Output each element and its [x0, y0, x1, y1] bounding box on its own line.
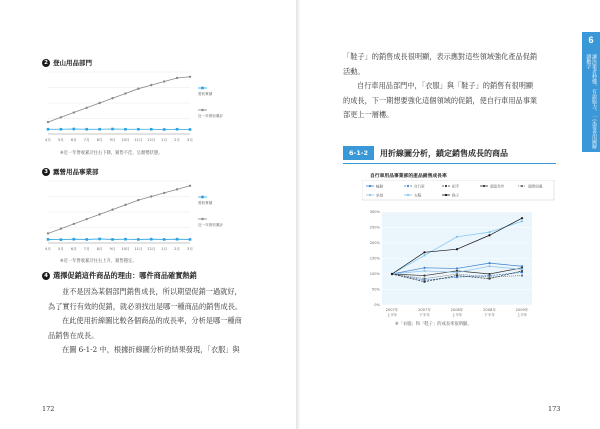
paragraph: 在圖 6-1-2 中，根據折線圖分析的結果發現，「衣服」與: [62, 345, 240, 354]
paragraph: 活動。: [343, 66, 365, 76]
x-tick-label: 12月: [147, 138, 156, 142]
data-point: [111, 238, 114, 241]
data-point: [423, 270, 425, 272]
series-line: [48, 186, 190, 234]
data-point: [124, 128, 127, 131]
left-page: [0, 0, 296, 429]
data-point: [73, 111, 75, 113]
chapter-tab: [582, 32, 600, 152]
data-point: [137, 87, 139, 89]
data-point: [47, 238, 50, 241]
data-point: [98, 213, 100, 215]
data-point: [176, 238, 179, 241]
number-badge: 4: [42, 272, 50, 280]
data-point: [176, 77, 178, 79]
paragraph: 「鞋子」的銷售成長很明顯，表示應對這些領域強化產品促銷: [343, 52, 538, 61]
x-tick-label: 11月: [134, 247, 143, 251]
x-tick-label: 10月: [121, 247, 130, 251]
data-point: [98, 128, 101, 131]
legend-label: 輪胎: [376, 184, 384, 189]
legend-label: 坐墊: [376, 193, 384, 198]
paragraph: 品銷售在成長。: [48, 330, 99, 340]
data-point: [488, 265, 490, 267]
chart2-note: ※近一年營收累計往右上升，銷售穩定。: [60, 259, 137, 264]
chart1-heading: [42, 58, 92, 67]
chart1-heading-text: 登山用品部門: [53, 59, 92, 67]
data-point: [189, 185, 191, 187]
paragraph: 的成長，下一期想要強化這個領域的促銷，使自行車用品事業: [343, 95, 538, 105]
legend-label: 鞋子: [452, 193, 460, 198]
x-tick-label: 上半年: [451, 313, 463, 317]
data-point: [150, 84, 152, 86]
x-tick-label: 7月: [83, 247, 90, 251]
x-tick-label: 8月: [96, 138, 103, 142]
chart2-heading: [42, 167, 99, 176]
x-tick-label: 下半年: [419, 313, 430, 317]
page-number-right: 173: [548, 405, 561, 413]
legend-label: 頭燈周邊: [528, 184, 543, 189]
data-point: [137, 199, 139, 201]
series-line: [48, 239, 190, 240]
data-point: [488, 231, 490, 233]
left-body-text: [48, 285, 278, 358]
x-tick-label: 2008年: [450, 308, 464, 312]
data-point: [60, 238, 63, 241]
x-tick-label: 1月: [161, 138, 168, 142]
data-point: [73, 223, 75, 225]
camping-gear-line-chart: [42, 177, 232, 257]
data-point: [488, 234, 490, 236]
x-tick-label: 6月: [70, 138, 77, 142]
number-badge: 3: [42, 168, 50, 176]
x-tick-label: 上半年: [516, 313, 528, 317]
legend-marker: [201, 109, 203, 111]
legend-label: 自行車: [414, 184, 425, 189]
data-point: [85, 238, 88, 241]
data-point: [85, 128, 88, 131]
data-point: [189, 238, 192, 241]
data-point: [521, 268, 523, 270]
x-tick-label: 2007年: [418, 308, 431, 312]
legend-label: 把手: [452, 184, 460, 189]
x-tick-label: 4月: [45, 138, 51, 142]
data-point: [86, 218, 88, 220]
data-point: [137, 128, 140, 131]
data-point: [73, 238, 76, 241]
data-point: [456, 271, 458, 273]
y-tick-label: 0%: [374, 303, 380, 308]
data-point: [111, 128, 114, 131]
data-point: [189, 128, 192, 131]
legend-label: 衣服: [414, 193, 422, 198]
data-point: [423, 281, 425, 283]
data-point: [456, 267, 458, 269]
x-tick-label: 2007年: [385, 308, 399, 312]
legend-label: 營收實績: [198, 92, 213, 96]
x-tick-label: 3月: [187, 247, 193, 251]
x-tick-label: 5月: [57, 247, 64, 251]
page-number-left: 172: [42, 405, 55, 413]
y-tick-label: 50%: [372, 287, 380, 292]
growth-rate-line-chart: [362, 180, 562, 322]
section-tag: 6-1-2: [343, 146, 374, 160]
section-header: [343, 146, 508, 160]
paragraph: 部更上一層樓。: [343, 110, 394, 119]
data-point: [124, 92, 126, 94]
legend-label: 頭盔零件: [490, 184, 505, 189]
x-tick-label: 6月: [70, 247, 77, 251]
y-tick-label: 250%: [369, 225, 380, 230]
x-tick-label: 3月: [187, 138, 193, 142]
data-point: [86, 107, 88, 109]
x-tick-label: 2月: [174, 247, 181, 251]
legend-marker: [369, 185, 371, 187]
data-point: [163, 238, 166, 241]
chart1-note: ※近一年營收累計往右下降，銷售不佳，呈頹勢狀態。: [60, 151, 163, 156]
data-point: [456, 236, 458, 238]
series-line: [48, 77, 190, 122]
legend-marker: [201, 87, 204, 90]
data-point: [47, 232, 49, 234]
legend-marker: [445, 185, 447, 187]
data-point: [163, 128, 166, 131]
data-point: [488, 276, 490, 278]
data-point: [488, 273, 490, 275]
legend-label: 營收實績: [198, 201, 213, 205]
legend-marker: [201, 218, 203, 220]
data-point: [150, 128, 153, 131]
legend-marker: [407, 194, 409, 196]
data-point: [423, 278, 425, 280]
legend-marker: [407, 185, 409, 187]
data-point: [137, 238, 140, 241]
section-rule: [343, 163, 556, 164]
x-tick-label: 4月: [45, 247, 51, 251]
data-point: [423, 254, 425, 256]
data-point: [60, 227, 62, 229]
data-point: [98, 102, 100, 104]
chart2-heading-text: 露營用品事業部: [53, 168, 99, 176]
y-tick-label: 300%: [369, 210, 380, 215]
x-tick-label: 9月: [109, 247, 116, 251]
data-point: [423, 251, 425, 253]
legend-label: 近一年營收累計: [198, 114, 224, 118]
section-title: 用折線圖分析，鎖定銷售成長的商品: [379, 148, 508, 158]
data-point: [521, 220, 523, 222]
x-tick-label: 7月: [83, 138, 90, 142]
x-tick-label: 上半年: [386, 313, 398, 317]
section4-heading: [42, 271, 197, 281]
data-point: [73, 128, 76, 131]
data-point: [163, 80, 165, 82]
chapter-title: 讓決策者秒懂，有說服力，一定要善用圖解讀數字: [585, 54, 597, 149]
legend-marker: [201, 196, 204, 199]
data-point: [176, 128, 179, 131]
legend-marker: [445, 194, 447, 196]
data-point: [391, 273, 393, 275]
data-point: [521, 217, 523, 219]
data-point: [124, 238, 127, 241]
data-point: [60, 116, 62, 118]
legend-marker: [521, 185, 523, 187]
data-point: [163, 192, 165, 194]
mountain-gear-line-chart: [42, 68, 232, 148]
x-tick-label: 2月: [174, 138, 181, 142]
right-page: [300, 0, 600, 429]
section4-heading-text: 選擇促銷這件商品的理由：哪件商品確實熱銷: [53, 271, 197, 280]
data-point: [111, 208, 113, 210]
data-point: [111, 97, 113, 99]
x-tick-label: 12月: [147, 247, 156, 251]
x-tick-label: 1月: [161, 247, 168, 251]
data-point: [189, 76, 191, 78]
data-point: [423, 274, 425, 276]
paragraph: 為了實行有效的促銷，就必須找出是哪一種商品的銷售成長。: [48, 301, 243, 311]
legend-label: 近一年營收累計: [198, 223, 224, 227]
legend-marker: [369, 194, 371, 196]
data-point: [456, 248, 458, 250]
data-point: [98, 238, 101, 241]
number-badge: 2: [42, 59, 50, 67]
x-tick-label: 2008年: [483, 308, 496, 312]
right-body-text: [343, 50, 548, 123]
data-point: [47, 121, 49, 123]
legend-marker: [483, 185, 485, 187]
x-tick-label: 下半年: [484, 313, 495, 317]
x-tick-label: 8月: [96, 247, 103, 251]
x-tick-label: 10月: [121, 138, 130, 142]
y-tick-label: 200%: [369, 241, 380, 246]
x-tick-label: 2009年: [515, 308, 529, 312]
growth-chart-title: 自行車用品事業部的產品銷售成長率: [370, 174, 447, 179]
x-tick-label: 5月: [57, 138, 64, 142]
chapter-number: 6: [588, 35, 594, 45]
data-point: [150, 238, 153, 241]
data-point: [60, 128, 63, 131]
data-point: [150, 195, 152, 197]
data-point: [488, 262, 490, 264]
data-point: [423, 267, 425, 269]
x-tick-label: 9月: [109, 138, 116, 142]
data-point: [124, 204, 126, 206]
paragraph: 在此使用折線圖比較各個商品的成長率，分析是哪一種商: [62, 316, 242, 325]
data-point: [521, 274, 523, 276]
y-tick-label: 150%: [369, 256, 380, 261]
paragraph: 自行車用品部門中，「衣服」與「鞋子」的銷售有很明顯: [357, 81, 534, 90]
paragraph: 並不是因為某個部門銷售成長，所以期望促銷一過就好，: [62, 287, 242, 296]
data-point: [47, 128, 50, 131]
x-tick-label: 11月: [134, 138, 143, 142]
y-tick-label: 100%: [369, 272, 380, 277]
data-point: [176, 188, 178, 190]
growth-chart-note: ※「衣服」和「鞋子」的成長率很明顯。: [395, 322, 472, 327]
